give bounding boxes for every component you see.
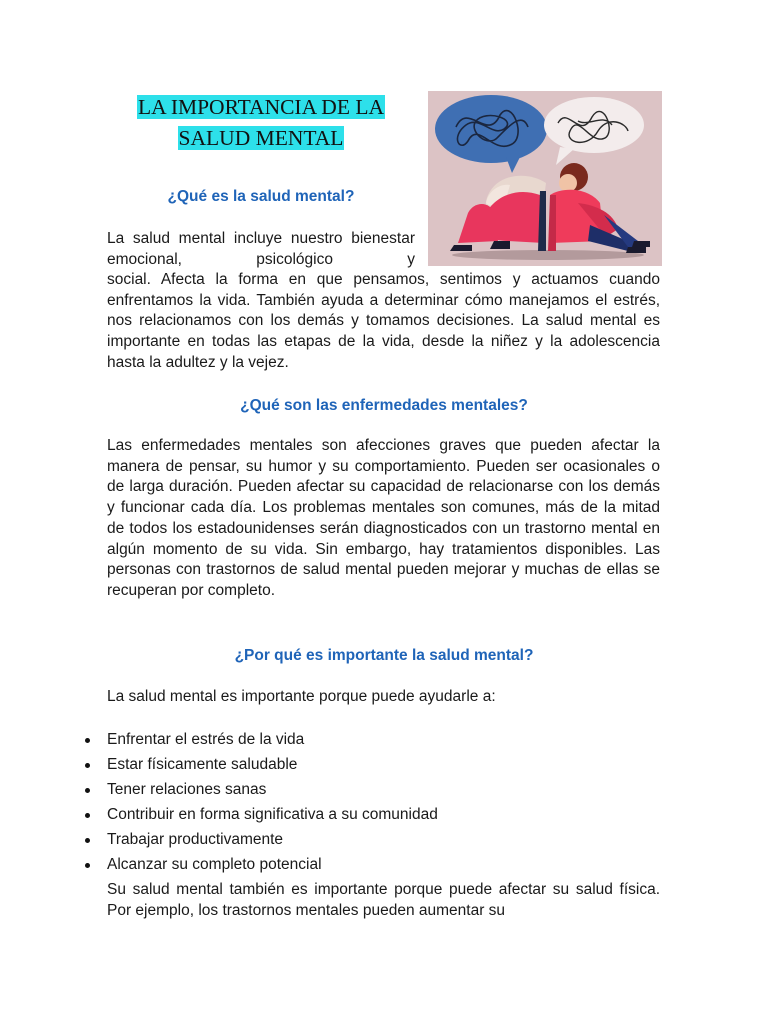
list-item-text: Estar físicamente saludable (107, 756, 298, 773)
title-line-1: LA IMPORTANCIA DE LA (137, 95, 385, 119)
bullet-icon (85, 763, 90, 768)
list-item-text: Enfrentar el estrés de la vida (107, 731, 305, 748)
list-item (85, 779, 665, 804)
list-item (85, 729, 665, 754)
section-heading-illnesses: ¿Qué son las enfermedades mentales? (240, 397, 528, 414)
benefits-list (85, 729, 665, 879)
bullet-icon (85, 738, 90, 743)
list-item-text: Alcanzar su completo potencial (107, 856, 322, 873)
list-item (85, 829, 665, 854)
section-1-intro-wrapped (107, 229, 415, 270)
bullet-icon (85, 863, 90, 868)
bullet-icon (85, 813, 90, 818)
section-heading-what-is: ¿Qué es la salud mental? (167, 188, 355, 205)
list-item-text: Tener relaciones sanas (107, 781, 267, 798)
section-1-intro-text: La salud mental incluye nuestro bienestar emocional, psicológico y (107, 230, 415, 268)
list-item (85, 854, 665, 879)
list-item-text: Contribuir en forma significativa a su comunidad (107, 806, 438, 823)
section-3-closing: Su salud mental también es importante porque puede afectar su salud física. Por ejemplo, los trastornos mentales pueden aumentar su (107, 881, 660, 919)
title-line-2: SALUD MENTAL (178, 126, 344, 150)
mental-health-illustration (428, 91, 662, 266)
section-3-intro: La salud mental es importante porque puede ayudarle a: (107, 688, 496, 705)
list-item (85, 804, 665, 829)
page-title (126, 92, 396, 154)
list-item-text: Trabajar productivamente (107, 831, 284, 848)
bullet-icon (85, 788, 90, 793)
bullet-icon (85, 838, 90, 843)
section-1-body: social. Afecta la forma en que pensamos, sentimos y actuamos cuando enfrentamos la vida. También ayuda a determinar cómo manejamos el estrés, nos relacionamos con los demás y tomamos decisiones. La salud mental es importante en todas las etapas de la vida, desde la niñez y la adolescencia hasta la adultez y la vejez. (107, 271, 660, 371)
two-people-back-to-back-icon (428, 91, 662, 266)
list-item (85, 754, 665, 779)
section-heading-why-important: ¿Por qué es importante la salud mental? (234, 647, 534, 664)
section-2-body: Las enfermedades mentales son afecciones graves que pueden afectar la manera de pensar, su humor y su comportamiento. Pueden ser ocasionales o de larga duración. Pueden afectar su capacidad de relacionarse con los demás y funcionar cada día. Los problemas mentales son comunes, más de la mitad de todos los estadounidenses serán diagnosticados con un trastorno mental en algún momento de su vida. Sin embargo, hay tratamientos disponibles. Las personas con trastornos de salud mental pueden mejorar y muchas de ellas se recuperan por completo. (107, 437, 660, 599)
